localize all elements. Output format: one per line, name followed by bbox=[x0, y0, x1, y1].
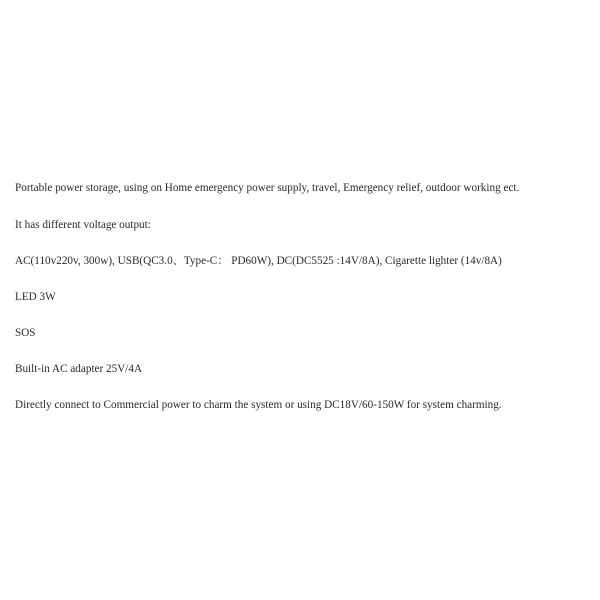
led-spec-line: LED 3W bbox=[15, 291, 56, 303]
sos-line: SOS bbox=[15, 327, 36, 339]
charging-info-line: Directly connect to Commercial power to charm the system or using DC18V/60-150W for system charming. bbox=[15, 399, 502, 411]
voltage-output-heading: It has different voltage output: bbox=[15, 219, 151, 231]
adapter-spec-line: Built-in AC adapter 25V/4A bbox=[15, 363, 143, 375]
output-ports-line: AC(110v220v, 300w), USB(QC3.0、Type-C： PD60W), DC(DC5525 :14V/8A), Cigarette lighter (14v/8A) bbox=[15, 255, 502, 267]
description-line: Portable power storage, using on Home emergency power supply, travel, Emergency relief, outdoor working ect. bbox=[15, 182, 520, 194]
